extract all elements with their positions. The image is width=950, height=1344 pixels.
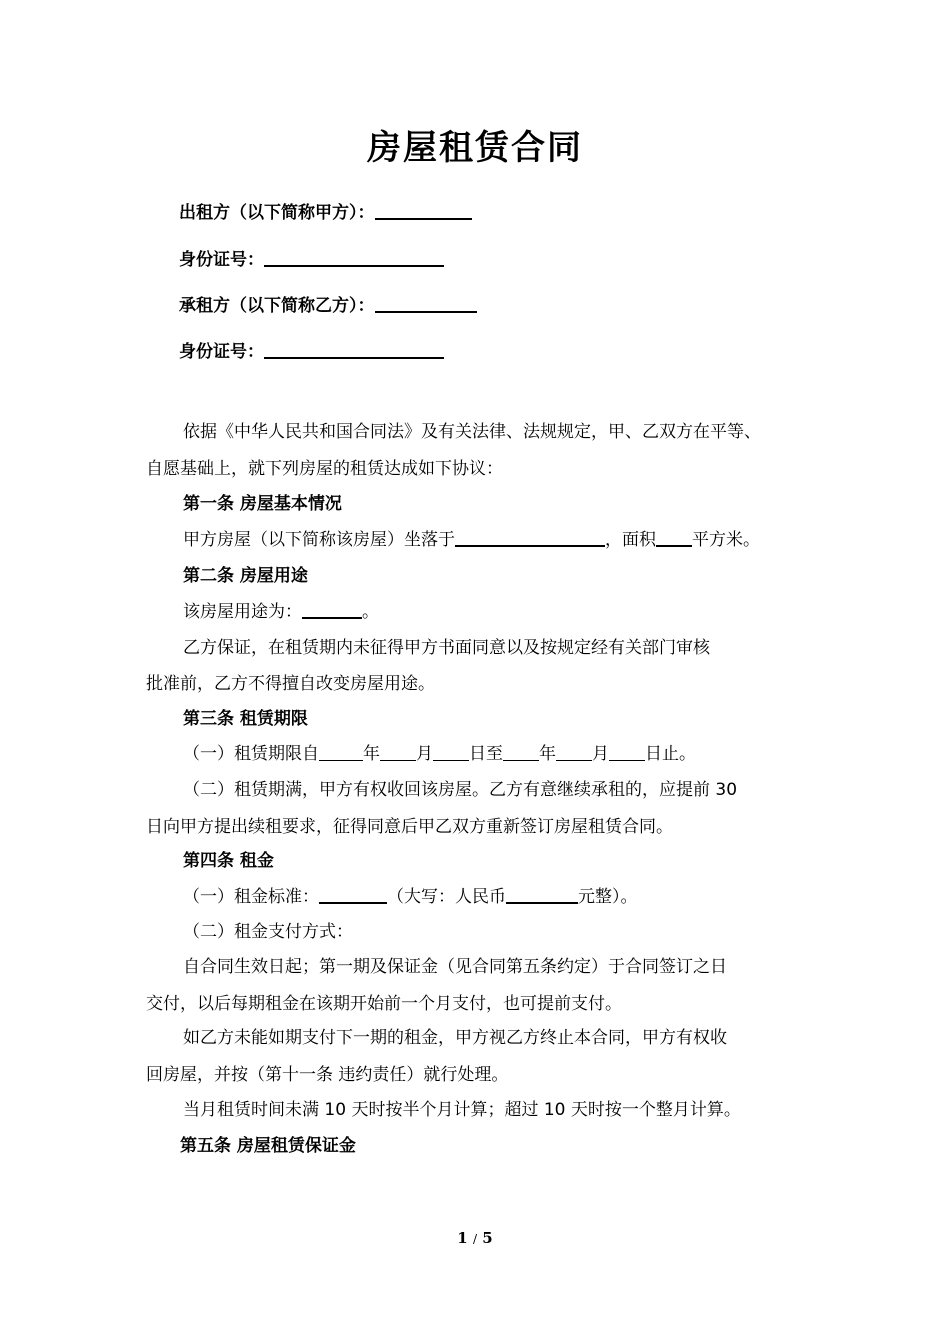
rent-blank — [319, 885, 387, 904]
month-label: 月 — [592, 744, 609, 764]
article-1-unit: 平方米。 — [692, 530, 760, 550]
area-blank — [656, 528, 692, 547]
rent-words-end: 元整）。 — [578, 887, 638, 907]
party-a-label: 出租方（以下简称甲方）： — [179, 203, 375, 223]
article-1-text — [183, 528, 760, 551]
article-3-renewal-2: 日向甲方提出续租要求，征得同意后甲乙双方重新签订房屋租赁合同。 — [146, 817, 673, 837]
current-page: 1 — [457, 1229, 468, 1247]
end-month-blank — [556, 743, 592, 761]
article-1-title: 第一条 房屋基本情况 — [183, 494, 342, 514]
article-4-para-3: 当月租赁时间未满 10 天时按半个月计算；超过 10 天时按一个整月计算。 — [183, 1100, 741, 1120]
day-end-label: 日止。 — [645, 744, 696, 764]
article-2-para-1: 乙方保证，在租赁期内未征得甲方书面同意以及按规定经有关部门审核 — [183, 638, 710, 658]
party-a-line — [179, 201, 472, 224]
end-year-blank — [503, 743, 539, 761]
id-b-line — [179, 340, 444, 363]
article-2-title: 第二条 房屋用途 — [183, 566, 308, 586]
year-label: 年 — [363, 744, 380, 764]
rent-label: （一）租金标准： — [183, 887, 319, 907]
article-2-para-2: 批准前，乙方不得擅自改变房屋用途。 — [146, 674, 435, 694]
article-3-title: 第三条 租赁期限 — [183, 709, 308, 729]
intro-line-2: 自愿基础上，就下列房屋的租赁达成如下协议： — [146, 459, 503, 479]
document-title: 房屋租赁合同 — [367, 128, 583, 168]
article-4-para-1b: 交付，以后每期租金在该期开始前一个月支付，也可提前支付。 — [146, 994, 622, 1014]
article-4-title: 第四条 租金 — [183, 851, 274, 871]
article-4-para-2a: 如乙方未能如期支付下一期的租金，甲方视乙方终止本合同，甲方有权收 — [183, 1028, 727, 1048]
year-label: 年 — [539, 744, 556, 764]
total-pages: 5 — [482, 1229, 493, 1247]
rent-words-blank — [506, 885, 578, 904]
article-2-use — [183, 600, 379, 623]
article-5-title: 第五条 房屋租赁保证金 — [180, 1136, 356, 1156]
article-1-area-label: ，面积 — [605, 530, 656, 550]
party-b-blank — [375, 294, 477, 313]
month-label: 月 — [416, 744, 433, 764]
article-4-payment: （二）租金支付方式： — [183, 922, 353, 942]
id-b-label: 身份证号： — [179, 342, 264, 362]
end-day-blank — [609, 743, 645, 761]
party-b-label: 承租方（以下简称乙方）： — [179, 296, 375, 316]
day-to-label: 日至 — [469, 744, 503, 764]
start-day-blank — [433, 743, 469, 761]
page-number — [0, 1229, 950, 1247]
id-b-blank — [264, 340, 444, 359]
id-a-blank — [264, 248, 444, 267]
id-a-label: 身份证号： — [179, 250, 264, 270]
rent-words-label: （大写：人民币 — [387, 887, 506, 907]
article-1-location-label: 甲方房屋（以下简称该房屋）坐落于 — [183, 530, 455, 550]
article-4-rent — [183, 885, 638, 908]
start-year-blank — [319, 743, 363, 761]
start-month-blank — [380, 743, 416, 761]
party-a-blank — [375, 201, 472, 220]
party-b-line — [179, 294, 477, 317]
article-2-use-label: 该房屋用途为： — [183, 602, 302, 622]
term-label: （一）租赁期限自 — [183, 744, 319, 764]
location-blank — [455, 528, 605, 547]
article-3-renewal-1: （二）租赁期满，甲方有权收回该房屋。乙方有意继续承租的，应提前 30 — [183, 780, 738, 800]
intro-line-1: 依据《中华人民共和国合同法》及有关法律、法规规定，甲、乙双方在平等、 — [183, 422, 761, 442]
id-a-line — [179, 248, 444, 271]
page-separator: / — [472, 1232, 478, 1246]
article-2-use-end: 。 — [362, 602, 379, 622]
article-3-term — [183, 743, 696, 765]
article-4-para-1a: 自合同生效日起；第一期及保证金（见合同第五条约定）于合同签订之日 — [183, 957, 727, 977]
article-4-para-2b: 回房屋，并按（第十一条 违约责任）就行处理。 — [146, 1065, 509, 1085]
use-blank — [302, 600, 362, 619]
